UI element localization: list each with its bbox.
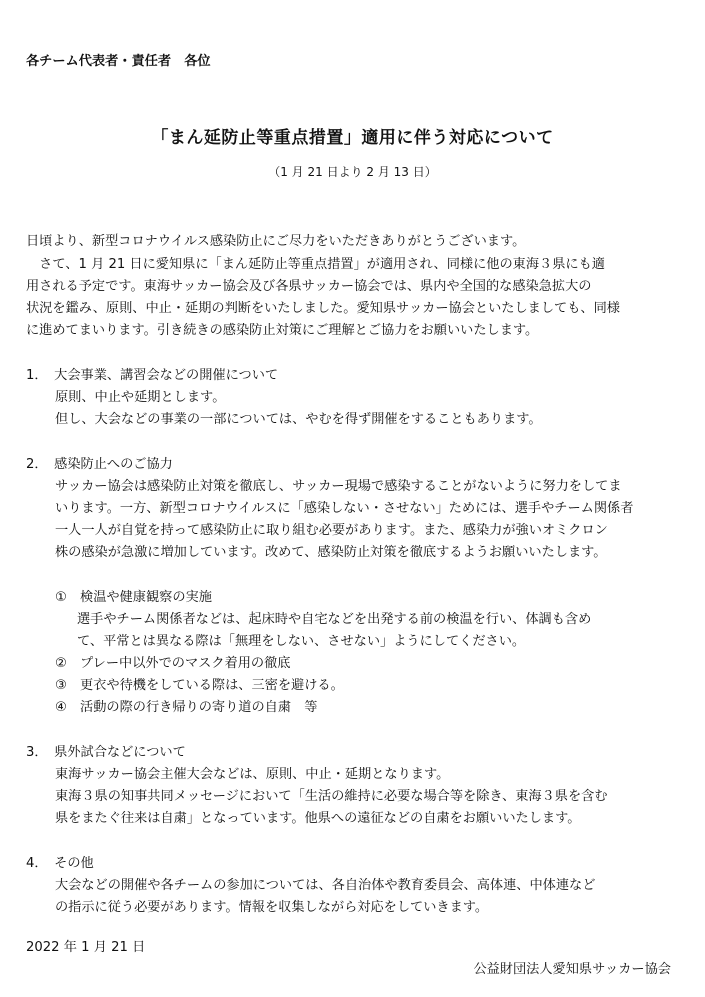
section-line: いります。一方、新型コロナウイルスに「感染しない・させない」ためには、選手やチーム関係者 xyxy=(55,501,634,516)
list-item: ② プレー中以外でのマスク着用の徹底 xyxy=(55,656,291,671)
document-title: 「まん延防止等重点措置」適用に伴う対応について xyxy=(151,128,554,148)
intro-line: 用される予定です。東海サッカー協会及び各県サッカー協会では、県内や全国的な感染急拡大の xyxy=(26,279,592,294)
issuing-organization: 公益財団法人愛知県サッカー協会 xyxy=(473,962,671,977)
document-date: 2022 年 1 月 21 日 xyxy=(26,940,146,955)
section-line: 大会などの開催や各チームの参加については、各自治体や教育委員会、高体連、中体連など xyxy=(55,878,596,893)
section-line: 一人一人が自覚を持って感染防止に取り組む必要があります。また、感染力が強いオミクロン xyxy=(55,523,608,538)
section-line: 原則、中止や延期とします。 xyxy=(55,390,226,405)
section-heading: 3． 県外試合などについて xyxy=(26,745,186,760)
section-heading: 1． 大会事業、講習会などの開催について xyxy=(26,368,279,383)
section-line: 東海３県の知事共同メッセージにおいて「生活の維持に必要な場合等を除き、東海３県を含む xyxy=(55,789,608,804)
list-item-detail: 選手やチーム関係者などは、起床時や自宅などを出発する前の検温を行い、体調も含め xyxy=(77,612,592,627)
period-note: （1 月 21 日より 2 月 13 日） xyxy=(268,165,437,179)
list-item-detail: て、平常とは異なる際は「無理をしない、させない」ようにしてください。 xyxy=(77,634,526,649)
section-heading: 4． その他 xyxy=(26,856,94,871)
section-line: 東海サッカー協会主催大会などは、原則、中止・延期となります。 xyxy=(55,767,450,782)
section-line: の指示に従う必要があります。情報を収集しながら対応をしていきます。 xyxy=(55,900,489,915)
intro-line: に進めてまいります。引き続きの感染防止対策にご理解とご協力をお願いいたします。 xyxy=(26,323,539,338)
section-line: 但し、大会などの事業の一部については、やむを得ず開催をすることもあります。 xyxy=(55,412,542,427)
section-line: 株の感染が急激に増加しています。改めて、感染防止対策を徹底するようお願いいたします。 xyxy=(55,545,607,560)
section-line: サッカー協会は感染防止対策を徹底し、サッカー現場で感染することがないように努力をしてま xyxy=(55,479,622,494)
addressee: 各チーム代表者・責任者 各位 xyxy=(26,54,211,69)
section-heading: 2． 感染防止へのご協力 xyxy=(26,457,173,472)
section-line: 県をまたぐ往来は自粛」となっています。他県への遠征などの自粛をお願いいたします。 xyxy=(55,811,581,826)
intro-line: さて、1 月 21 日に愛知県に「まん延防止等重点措置」が適用され、同様に他の東海３県にも適 xyxy=(26,257,605,272)
intro-line: 状況を鑑み、原則、中止・延期の判断をいたしました。愛知県サッカー協会といたしましても、同様 xyxy=(26,301,620,316)
list-item: ① 検温や健康観察の実施 xyxy=(55,590,212,605)
list-item: ④ 活動の際の行き帰りの寄り道の自粛 等 xyxy=(55,700,318,715)
intro-line: 日頃より、新型コロナウイルス感染防止にご尽力をいただきありがとうございます。 xyxy=(26,234,526,249)
list-item: ③ 更衣や待機をしている際は、三密を避ける。 xyxy=(55,678,344,693)
